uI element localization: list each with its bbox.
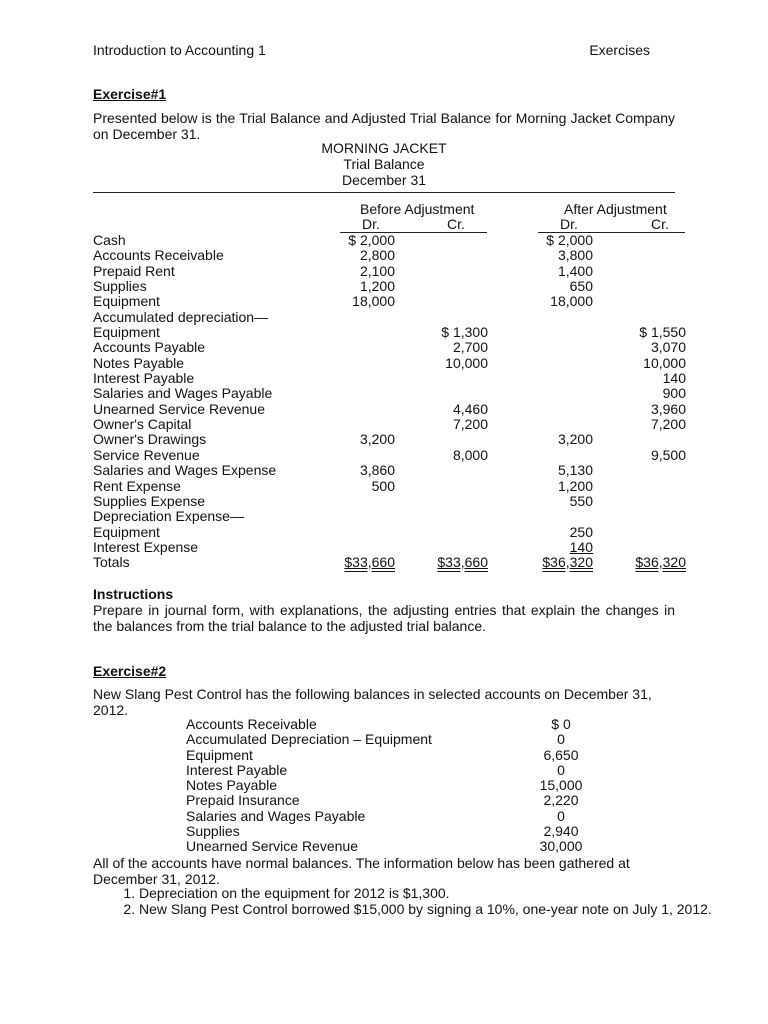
balance-account: Salaries and Wages Payable: [186, 807, 366, 824]
before-dr-value: [333, 325, 395, 340]
balance-value: 2,940: [543, 823, 579, 840]
account-name: Equipment: [93, 523, 160, 540]
after-cr-value: [593, 494, 686, 509]
table-row: [93, 417, 686, 432]
before-cr-value: 8,000: [452, 446, 488, 463]
balance-value: 30,000: [539, 838, 583, 855]
exercise2-intro: New Slang Pest Control has the following balances in selected accounts on December 31, 2012.: [93, 686, 652, 718]
trial-balance-table: [93, 233, 686, 571]
account-name: Prepaid Rent: [93, 262, 175, 279]
account-name: Notes Payable: [93, 354, 185, 371]
after-dr-value: $ 2,000: [546, 232, 593, 248]
table-row: [93, 248, 686, 263]
before-dr-value: [333, 310, 395, 325]
before-dr-label: Dr.: [362, 216, 380, 232]
totals-label: Totals: [93, 554, 130, 571]
after-cr-value: 7,200: [650, 416, 686, 433]
after-dr-value: [488, 402, 593, 417]
before-dr-value: [333, 448, 395, 463]
before-subheader: [340, 217, 487, 233]
after-dr-value: 550: [569, 492, 593, 509]
balance-row: [186, 839, 586, 854]
after-cr-value: [593, 509, 686, 524]
after-cr-value: [593, 525, 686, 540]
table-row: [93, 525, 686, 540]
report-date: December 31: [341, 172, 427, 188]
after-dr-value: [488, 371, 593, 386]
before-dr-value: 1,200: [359, 278, 395, 295]
before-dr-value: [333, 371, 395, 386]
balance-account: Unearned Service Revenue: [186, 838, 358, 855]
balance-value: 0: [557, 807, 565, 824]
table-row: [93, 264, 686, 279]
account-name: Service Revenue: [93, 446, 200, 463]
after-cr-value: [593, 294, 686, 309]
after-cr-value: 900: [662, 385, 686, 402]
balance-row: [186, 717, 586, 732]
before-dr-value: 3,860: [359, 462, 395, 479]
before-dr-value: 3,200: [359, 431, 395, 448]
after-cr-value: [593, 432, 686, 447]
before-cr-value: [395, 264, 488, 279]
balance-row: [186, 763, 586, 778]
balance-row: [186, 748, 586, 763]
before-dr-value: [333, 494, 395, 509]
before-dr-value: 500: [371, 477, 395, 494]
before-cr-value: [395, 233, 488, 248]
after-dr-value: [488, 386, 593, 401]
after-cr-value: 10,000: [643, 354, 686, 371]
before-dr-value: 2,800: [359, 247, 395, 264]
after-cr-value: 140: [662, 370, 686, 387]
after-dr-value: [488, 448, 593, 463]
company-name: MORNING JACKET: [321, 140, 447, 156]
account-name: Supplies: [93, 278, 147, 295]
table-row: [93, 463, 686, 478]
before-dr-value: [333, 509, 395, 524]
table-row: [93, 402, 686, 417]
balance-account: Notes Payable: [186, 777, 278, 794]
before-cr-value: [395, 310, 488, 325]
balances-table: [186, 717, 586, 855]
before-cr-label: Cr.: [447, 216, 465, 232]
after-dr-value: 140: [569, 538, 593, 555]
before-dr-value: [333, 340, 395, 355]
after-cr-value: $ 1,550: [639, 324, 686, 341]
balance-row: [186, 778, 586, 793]
totals-after-dr: $36,320: [542, 554, 593, 571]
account-name: Accounts Payable: [93, 339, 206, 356]
totals-after-cr: $36,320: [635, 554, 686, 571]
balance-account: Prepaid Insurance: [186, 792, 300, 809]
after-dr-value: 5,130: [557, 462, 593, 479]
table-row: [93, 294, 686, 309]
before-cr-value: [395, 248, 488, 263]
before-cr-value: [395, 432, 488, 447]
balance-account: Interest Payable: [186, 761, 288, 778]
table-row: [93, 448, 686, 463]
account-name: Equipment: [93, 324, 160, 341]
header-divider: [93, 192, 675, 193]
table-row: [93, 325, 686, 340]
balance-row: [186, 824, 586, 839]
account-name: Supplies Expense: [93, 492, 206, 509]
account-name: Equipment: [93, 293, 160, 310]
balance-value: 15,000: [539, 777, 583, 794]
before-cr-value: [395, 540, 488, 555]
table-row: [93, 479, 686, 494]
after-dr-value: 1,200: [557, 477, 593, 494]
list-item: 1. Depreciation on the equipment for 2012 is $1,300.: [139, 885, 721, 901]
header-section: Exercises: [589, 42, 650, 58]
table-row: [93, 509, 686, 524]
before-cr-value: $ 1,300: [441, 324, 488, 341]
table-row: [93, 356, 686, 371]
report-title: Trial Balance: [343, 156, 425, 172]
after-dr-value: 3,800: [557, 247, 593, 264]
after-cr-value: [593, 310, 686, 325]
table-row: [93, 371, 686, 386]
after-cr-value: [593, 540, 686, 555]
after-cr-value: 3,960: [650, 400, 686, 417]
account-name: Unearned Service Revenue: [93, 400, 265, 417]
before-dr-value: [333, 386, 395, 401]
header-course-title: Introduction to Accounting 1: [93, 42, 266, 58]
before-cr-value: [395, 479, 488, 494]
after-cr-value: [593, 233, 686, 248]
account-name: Interest Payable: [93, 370, 195, 387]
before-dr-value: 18,000: [352, 293, 395, 310]
before-cr-value: 10,000: [445, 354, 488, 371]
before-cr-value: 2,700: [452, 339, 488, 356]
table-row: [93, 540, 686, 555]
account-name: Salaries and Wages Payable: [93, 385, 273, 402]
totals-before-dr: $33,660: [344, 554, 395, 571]
balance-row: [186, 732, 586, 747]
after-dr-value: [488, 325, 593, 340]
balance-account: Accumulated Depreciation – Equipment: [186, 731, 432, 748]
account-name: Accumulated depreciation—: [93, 308, 269, 325]
table-row: [93, 340, 686, 355]
after-subheader: [538, 217, 685, 233]
after-cr-value: 9,500: [650, 446, 686, 463]
before-cr-value: [395, 509, 488, 524]
balance-account: Accounts Receivable: [186, 716, 317, 732]
totals-row: [93, 555, 686, 570]
before-dr-value: [333, 540, 395, 555]
before-cr-value: [395, 386, 488, 401]
before-dr-value: [333, 525, 395, 540]
list-item: 2. New Slang Pest Control borrowed $15,000 by signing a 10%, one-year note on July 1, 2012.: [139, 901, 721, 917]
after-cr-value: [593, 264, 686, 279]
after-dr-value: [488, 417, 593, 432]
after-dr-value: 3,200: [557, 431, 593, 448]
balance-account: Supplies: [186, 823, 240, 840]
before-cr-value: [395, 294, 488, 309]
before-cr-value: 7,200: [452, 416, 488, 433]
balance-row: [186, 793, 586, 808]
exercise1-title: Exercise#1: [93, 86, 167, 102]
account-name: Salaries and Wages Expense: [93, 462, 277, 479]
before-cr-value: [395, 371, 488, 386]
before-dr-value: [333, 356, 395, 371]
after-dr-value: [488, 356, 593, 371]
before-cr-value: 4,460: [452, 400, 488, 417]
balance-row: [186, 809, 586, 824]
exercise1-intro: Presented below is the Trial Balance and Adjusted Trial Balance for Morning Jacket Company on December 31.: [93, 110, 675, 142]
balance-value: 2,220: [543, 792, 579, 809]
after-dr-value: [488, 340, 593, 355]
after-cr-value: [593, 279, 686, 294]
after-dr-value: 1,400: [557, 262, 593, 279]
account-name: Cash: [93, 232, 126, 248]
account-name: Owner's Drawings: [93, 431, 207, 448]
before-dr-value: [333, 402, 395, 417]
account-name: Accounts Receivable: [93, 247, 224, 264]
balance-value: 0: [557, 761, 565, 778]
balance-value: 0: [557, 731, 565, 748]
instructions-text: Prepare in journal form, with explanations, the adjusting entries that explain the changes in the balances from the trial balance to the adjusted trial balance.: [93, 602, 675, 634]
account-name: Owner's Capital: [93, 416, 192, 433]
page-header: [93, 42, 650, 60]
after-dr-value: 18,000: [550, 293, 593, 310]
instructions-title: Instructions: [93, 586, 174, 602]
after-dr-value: 650: [569, 278, 593, 295]
after-cr-label: Cr.: [651, 216, 669, 232]
table-row: [93, 310, 686, 325]
after-cr-value: 3,070: [650, 339, 686, 356]
table-row: [93, 386, 686, 401]
table-row: [93, 233, 686, 248]
after-adjustment-heading: After Adjustment: [564, 201, 667, 217]
after-cr-value: [593, 248, 686, 263]
after-dr-value: 250: [569, 523, 593, 540]
before-adjustment-heading: Before Adjustment: [360, 201, 475, 217]
before-dr-value: 2,100: [359, 262, 395, 279]
info-list: [93, 885, 721, 917]
exercise2-note: All of the accounts have normal balances. The information below has been gathered at December 31, 2012.: [93, 855, 630, 887]
after-dr-value: [488, 509, 593, 524]
account-name: Rent Expense: [93, 477, 181, 494]
table-row: [93, 432, 686, 447]
account-name: Depreciation Expense—: [93, 508, 244, 525]
account-name: Interest Expense: [93, 538, 199, 555]
table-row: [93, 494, 686, 509]
table-row: [93, 279, 686, 294]
exercise2-title: Exercise#2: [93, 663, 167, 679]
totals-before-cr: $33,660: [437, 554, 488, 571]
before-cr-value: [395, 279, 488, 294]
before-cr-value: [395, 494, 488, 509]
after-dr-value: [488, 310, 593, 325]
before-cr-value: [395, 525, 488, 540]
balance-account: Equipment: [186, 746, 253, 763]
before-cr-value: [395, 463, 488, 478]
before-dr-value: $ 2,000: [348, 232, 395, 248]
after-cr-value: [593, 479, 686, 494]
after-cr-value: [593, 463, 686, 478]
before-dr-value: [333, 417, 395, 432]
balance-value: 6,650: [543, 746, 579, 763]
balance-value: $ 0: [551, 716, 571, 732]
after-dr-label: Dr.: [560, 216, 578, 232]
